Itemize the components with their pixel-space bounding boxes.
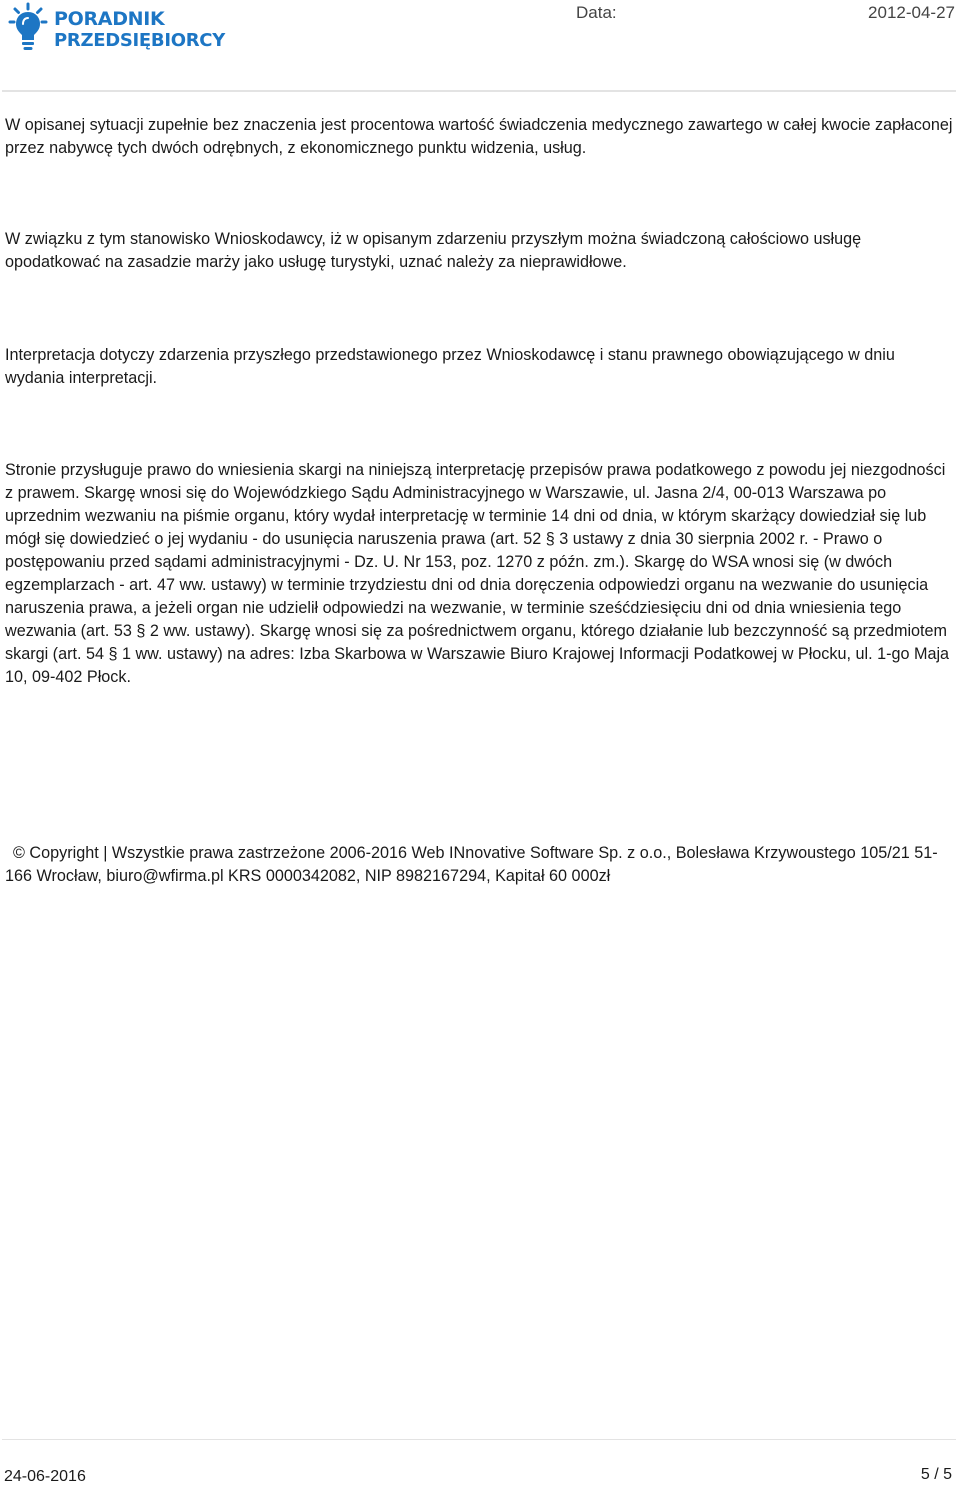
- date-label: Data:: [576, 3, 617, 22]
- paragraph-1: W opisanej sytuacji zupełnie bez znaczenia jest procentowa wartość świadczenia medycznego zawartego w całej kwocie zapłaconej przez nabywcę tych dwóch odrębnych, z ekonomicznego punktu widzenia, usług.: [5, 116, 953, 157]
- logo-line-1: PORADNIK: [54, 8, 165, 30]
- logo-line-2: PRZEDSIĘBIORCY: [54, 30, 225, 51]
- logo[interactable]: [8, 2, 238, 54]
- print-date: 24-06-2016: [4, 1468, 86, 1485]
- page-number: 5 / 5: [920, 1466, 952, 1483]
- header-divider: [2, 90, 956, 92]
- copyright-notice: [5, 842, 955, 888]
- paragraph-4: Stronie przysługuje prawo do wniesienia skargi na niniejszą interpretację przepisów prawa podatkowego z powodu jej niezgodności z prawem. Skargę wnosi się do Wojewódzkiego Sądu Administracyjnego w Warszawie, ul. Jasna 2/4, 00-013 Warszawa po uprzednim wezwaniu na piśmie organu, który wydał interpretację w terminie 14 dni od dnia, w którym skarżący dowiedział się lub mógł się dowiedzieć o jej wydaniu - do usunięcia naruszenia prawa (art. 52 § 3 ustawy z dnia 30 sierpnia 2002 r. - Prawo o postępowaniu przed sądami administracyjnymi - Dz. U. Nr 153, poz. 1270 z późn. zm.). Skargę do WSA wnosi się (w dwóch egzemplarzach - art. 47 ww. ustawy) w terminie trzydziestu dni od dnia doręczenia odpowiedzi organu na wezwanie do usunięcia naruszenia prawa, a jeżeli organ nie udzielił odpowiedzi na wezwanie, w terminie sześćdziesięciu dni od dnia wniesienia tego wezwania (art. 53 § 2 ww. ustawy). Skargę wnosi się za pośrednictwem organu, którego działanie lub bezczynność są przedmiotem skargi (art. 54 § 1 ww. ustawy) na adres: Izba Skarbowa w Warszawie Biuro Krajowej Informacji Podatkowej w Płocku, ul. 1-go Maja 10, 09-402 Płock.: [5, 461, 950, 686]
- footer-divider: [2, 1439, 956, 1440]
- page-header: [0, 0, 960, 56]
- logo-wordmark: [54, 8, 225, 52]
- date-value: 2012-04-27: [868, 3, 955, 22]
- lightbulb-icon: [8, 2, 48, 52]
- copyright-text: © Copyright | Wszystkie prawa zastrzeżone 2006-2016 Web INnovative Software Sp. z o.o., Bolesława Krzywoustego 105/21 51-166 Wrocław, biuro@wfirma.pl KRS 0000342082, NIP 8982167294, Kapitał 60 000zł: [5, 844, 938, 885]
- paragraph-2: W związku z tym stanowisko Wnioskodawcy, iż w opisanym zdarzeniu przyszłym można świadczoną całościowo usługę opodatkować na zasadzie marży jako usługę turystyki, uznać należy za nieprawidłowe.: [5, 230, 862, 271]
- paragraph-3: Interpretacja dotyczy zdarzenia przyszłego przedstawionego przez Wnioskodawcę i stanu prawnego obowiązującego w dniu wydania interpretacji.: [5, 346, 895, 387]
